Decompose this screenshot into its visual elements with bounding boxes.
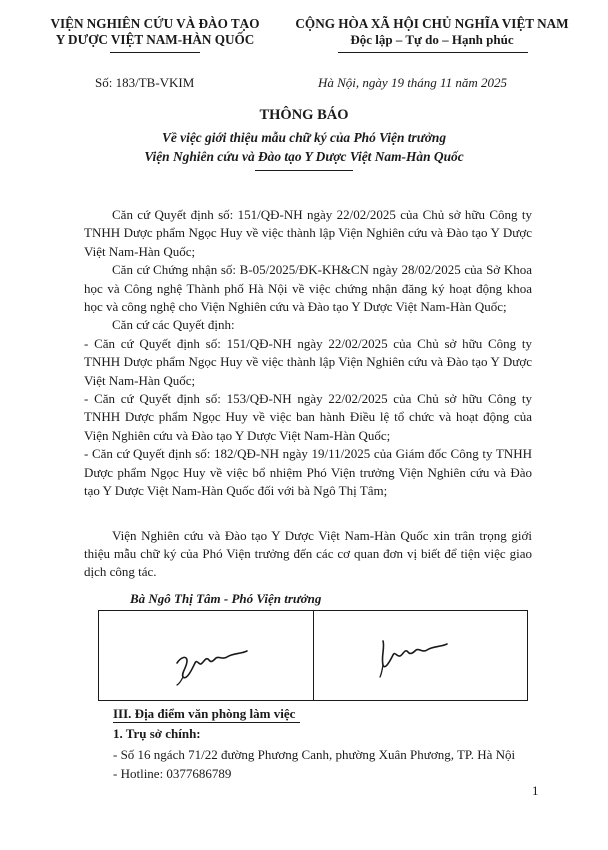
body-paragraph: - Căn cứ Quyết định số: 153/QĐ-NH ngày 22/02/2025 của Chủ sở hữu Công ty TNHH Dược phẩm Ngọc Huy về việc ban hành Điều lệ tổ chức và hoạt động của Viện Nghiên cứu và Đào tạo Y Dược Việt Nam-Hàn Quốc;	[84, 391, 532, 443]
page-number: 1	[532, 783, 539, 798]
body-paragraph: - Căn cứ Quyết định số: 151/QĐ-NH ngày 22/02/2025 của Chủ sở hữu Công ty TNHH Dược phẩm Ngọc Huy về việc thành lập Viện Nghiên cứu và Đào tạo Y Dược Việt Nam-Hàn Quốc;	[84, 335, 532, 388]
organization-underline	[110, 52, 200, 53]
organization-header	[40, 16, 270, 48]
motto-underline	[338, 52, 528, 53]
title-rule	[255, 170, 353, 171]
body-paragraph: Viện Nghiên cứu và Đào tạo Y Dược Việt Nam-Hàn Quốc xin trân trọng giới thiệu mẫu chữ ký của Phó Viện trưởng đến các cơ quan đơn vị biết để tiện việc giao dịch công tác.	[84, 527, 532, 580]
document-body	[84, 206, 532, 582]
signature-cell-2	[313, 611, 529, 702]
place-and-date: Hà Nội, ngày 19 tháng 11 năm 2025	[318, 75, 507, 90]
section-heading-underline	[113, 722, 300, 723]
body-paragraph: Căn cứ Quyết định số: 151/QĐ-NH ngày 22/02/2025 của Chủ sở hữu Công ty TNHH Dược phẩm Ngọc Huy về việc thành lập Viện Nghiên cứu và Đào tạo Y Dược Việt Nam-Hàn Quốc;	[84, 207, 532, 259]
organization-name-line1: VIỆN NGHIÊN CỨU VÀ ĐÀO TẠO	[50, 16, 260, 31]
document-subtitle	[0, 128, 608, 166]
signature-sample-2	[373, 631, 453, 681]
body-paragraph: Căn cứ Chứng nhận số: B-05/2025/ĐK-KH&CN ngày 28/02/2025 của Sở Khoa học và Công nghệ Thành phố Hà Nội về việc chứng nhận đăng ký hoạt động khoa học và công nghệ cho Viện Nghiên cứu và Đào tạo Y Dược Việt Nam-Hàn Quốc;	[84, 262, 532, 315]
document-title: THÔNG BÁO	[259, 107, 349, 123]
organization-name-line2: Y DƯỢC VIỆT NAM-HÀN QUỐC	[55, 32, 255, 47]
signature-sample-table	[98, 610, 528, 701]
section-heading: III. Địa điểm văn phòng làm việc	[113, 706, 296, 721]
subtitle-line2: Viện Nghiên cứu và Đào tạo Y Dược Việt Nam-Hàn Quốc	[144, 149, 464, 164]
body-paragraph: Căn cứ các Quyết định:	[112, 317, 235, 333]
headquarters-address: - Số 16 ngách 71/22 đường Phương Canh, phường Xuân Phương, TP. Hà Nội	[113, 747, 516, 762]
headquarters-heading: 1. Trụ sở chính:	[113, 726, 201, 741]
signature-label: Bà Ngô Thị Tâm - Phó Viện trưởng	[130, 591, 322, 606]
national-name: CỘNG HÒA XÃ HỘI CHỦ NGHĨA VIỆT NAM	[295, 16, 569, 31]
national-header	[282, 16, 582, 48]
document-number: Số: 183/TB-VKIM	[95, 75, 195, 90]
national-motto: Độc lập – Tự do – Hạnh phúc	[350, 32, 514, 47]
signature-sample-1	[171, 637, 251, 687]
paragraph-gap	[84, 501, 532, 527]
hotline-number: - Hotline: 0377686789	[113, 766, 232, 781]
subtitle-line1: Về việc giới thiệu mẫu chữ ký của Phó Viện trưởng	[161, 130, 447, 145]
body-paragraph: - Căn cứ Quyết định số: 182/QĐ-NH ngày 19/11/2025 của Giám đốc Công ty TNHH Dược phẩm Ngọc Huy về việc bổ nhiệm Phó Viện trưởng Viện Nghiên cứu và Đào tạo Y Dược Việt Nam-Hàn Quốc đối với bà Ngô Thị Tâm;	[84, 446, 532, 499]
